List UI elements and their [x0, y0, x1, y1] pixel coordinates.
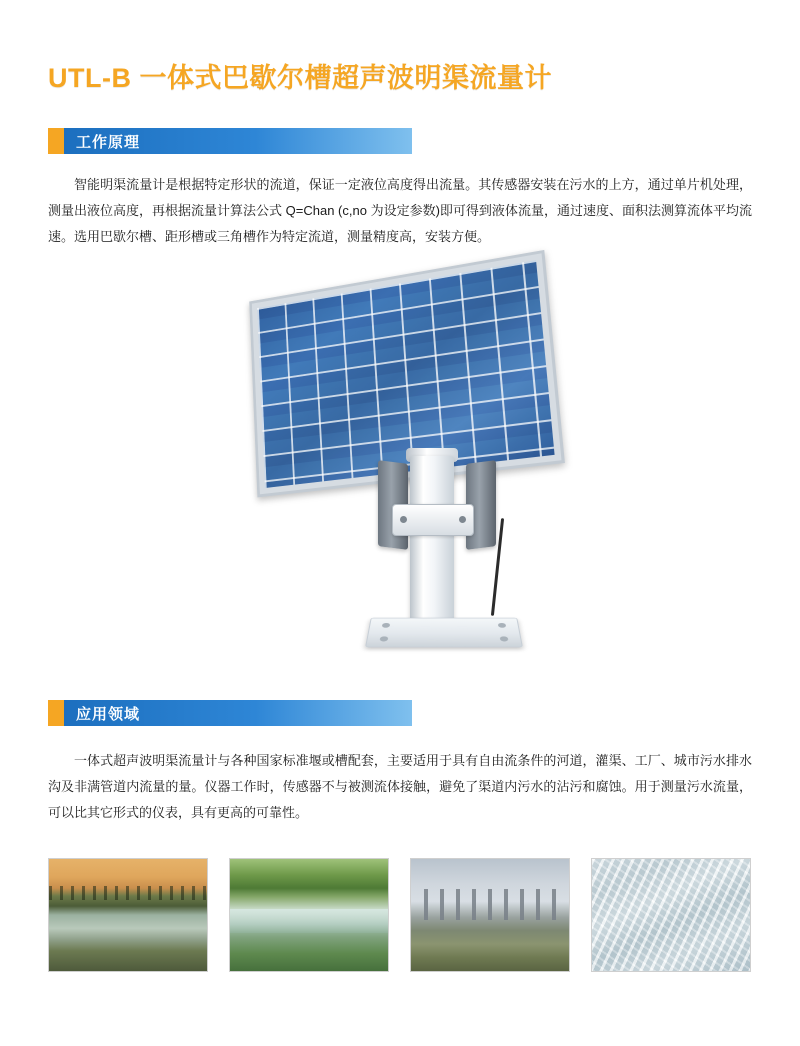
application-fields-paragraph: 一体式超声波明渠流量计与各种国家标准堰或槽配套，主要适用于具有自由流条件的河道，灌渠、工厂、城市污水排水沟及非满管道内流量的量。仪器工作时，传感器不与被测流体接触，避免了渠道内污水的沾污和腐蚀。用于测量污水流量，可以比其它形式的仪表，具有更高的可靠性。	[48, 753, 752, 821]
mount-assembly	[348, 456, 538, 656]
product-image	[48, 266, 752, 666]
section-heading-application-fields	[48, 700, 412, 726]
application-photo-canal	[229, 858, 389, 972]
base-plate	[365, 618, 523, 648]
application-photo-factory	[410, 858, 570, 972]
application-photo-river	[48, 858, 208, 972]
section-heading-working-principle	[48, 128, 412, 154]
clamp-bolt-right	[459, 516, 466, 523]
clamp-bolt-left	[400, 516, 407, 523]
section-heading-label: 应用领域	[76, 705, 141, 723]
application-photo-sewage	[591, 858, 751, 972]
support-pole	[410, 456, 454, 626]
section-heading-bar	[64, 128, 412, 154]
section-accent-tab	[48, 700, 64, 726]
base-hole	[382, 623, 391, 628]
base-hole	[498, 623, 507, 628]
base-hole	[500, 637, 509, 642]
pole-clamp	[392, 504, 474, 536]
page-title: UTL-B 一体式巴歇尔槽超声波明渠流量计	[48, 63, 552, 93]
base-hole	[379, 637, 388, 642]
working-principle-paragraph: 智能明渠流量计是根据特定形状的流道，保证一定液位高度得出流量。其传感器安装在污水的上方，通过单片机处理，测量出液位高度，再根据流量计算法公式 Q=Chan (c,no 为设定参数)即可得到液体流量，通过速度、面积法测算流体平均流速。选用巴歇尔槽、距形槽或三角槽作为特定流道，测量精度高，安装方便。	[48, 177, 752, 245]
section-heading-bar	[64, 700, 412, 726]
section-accent-tab	[48, 128, 64, 154]
section-heading-label: 工作原理	[76, 133, 141, 151]
application-photo-strip	[48, 858, 752, 972]
